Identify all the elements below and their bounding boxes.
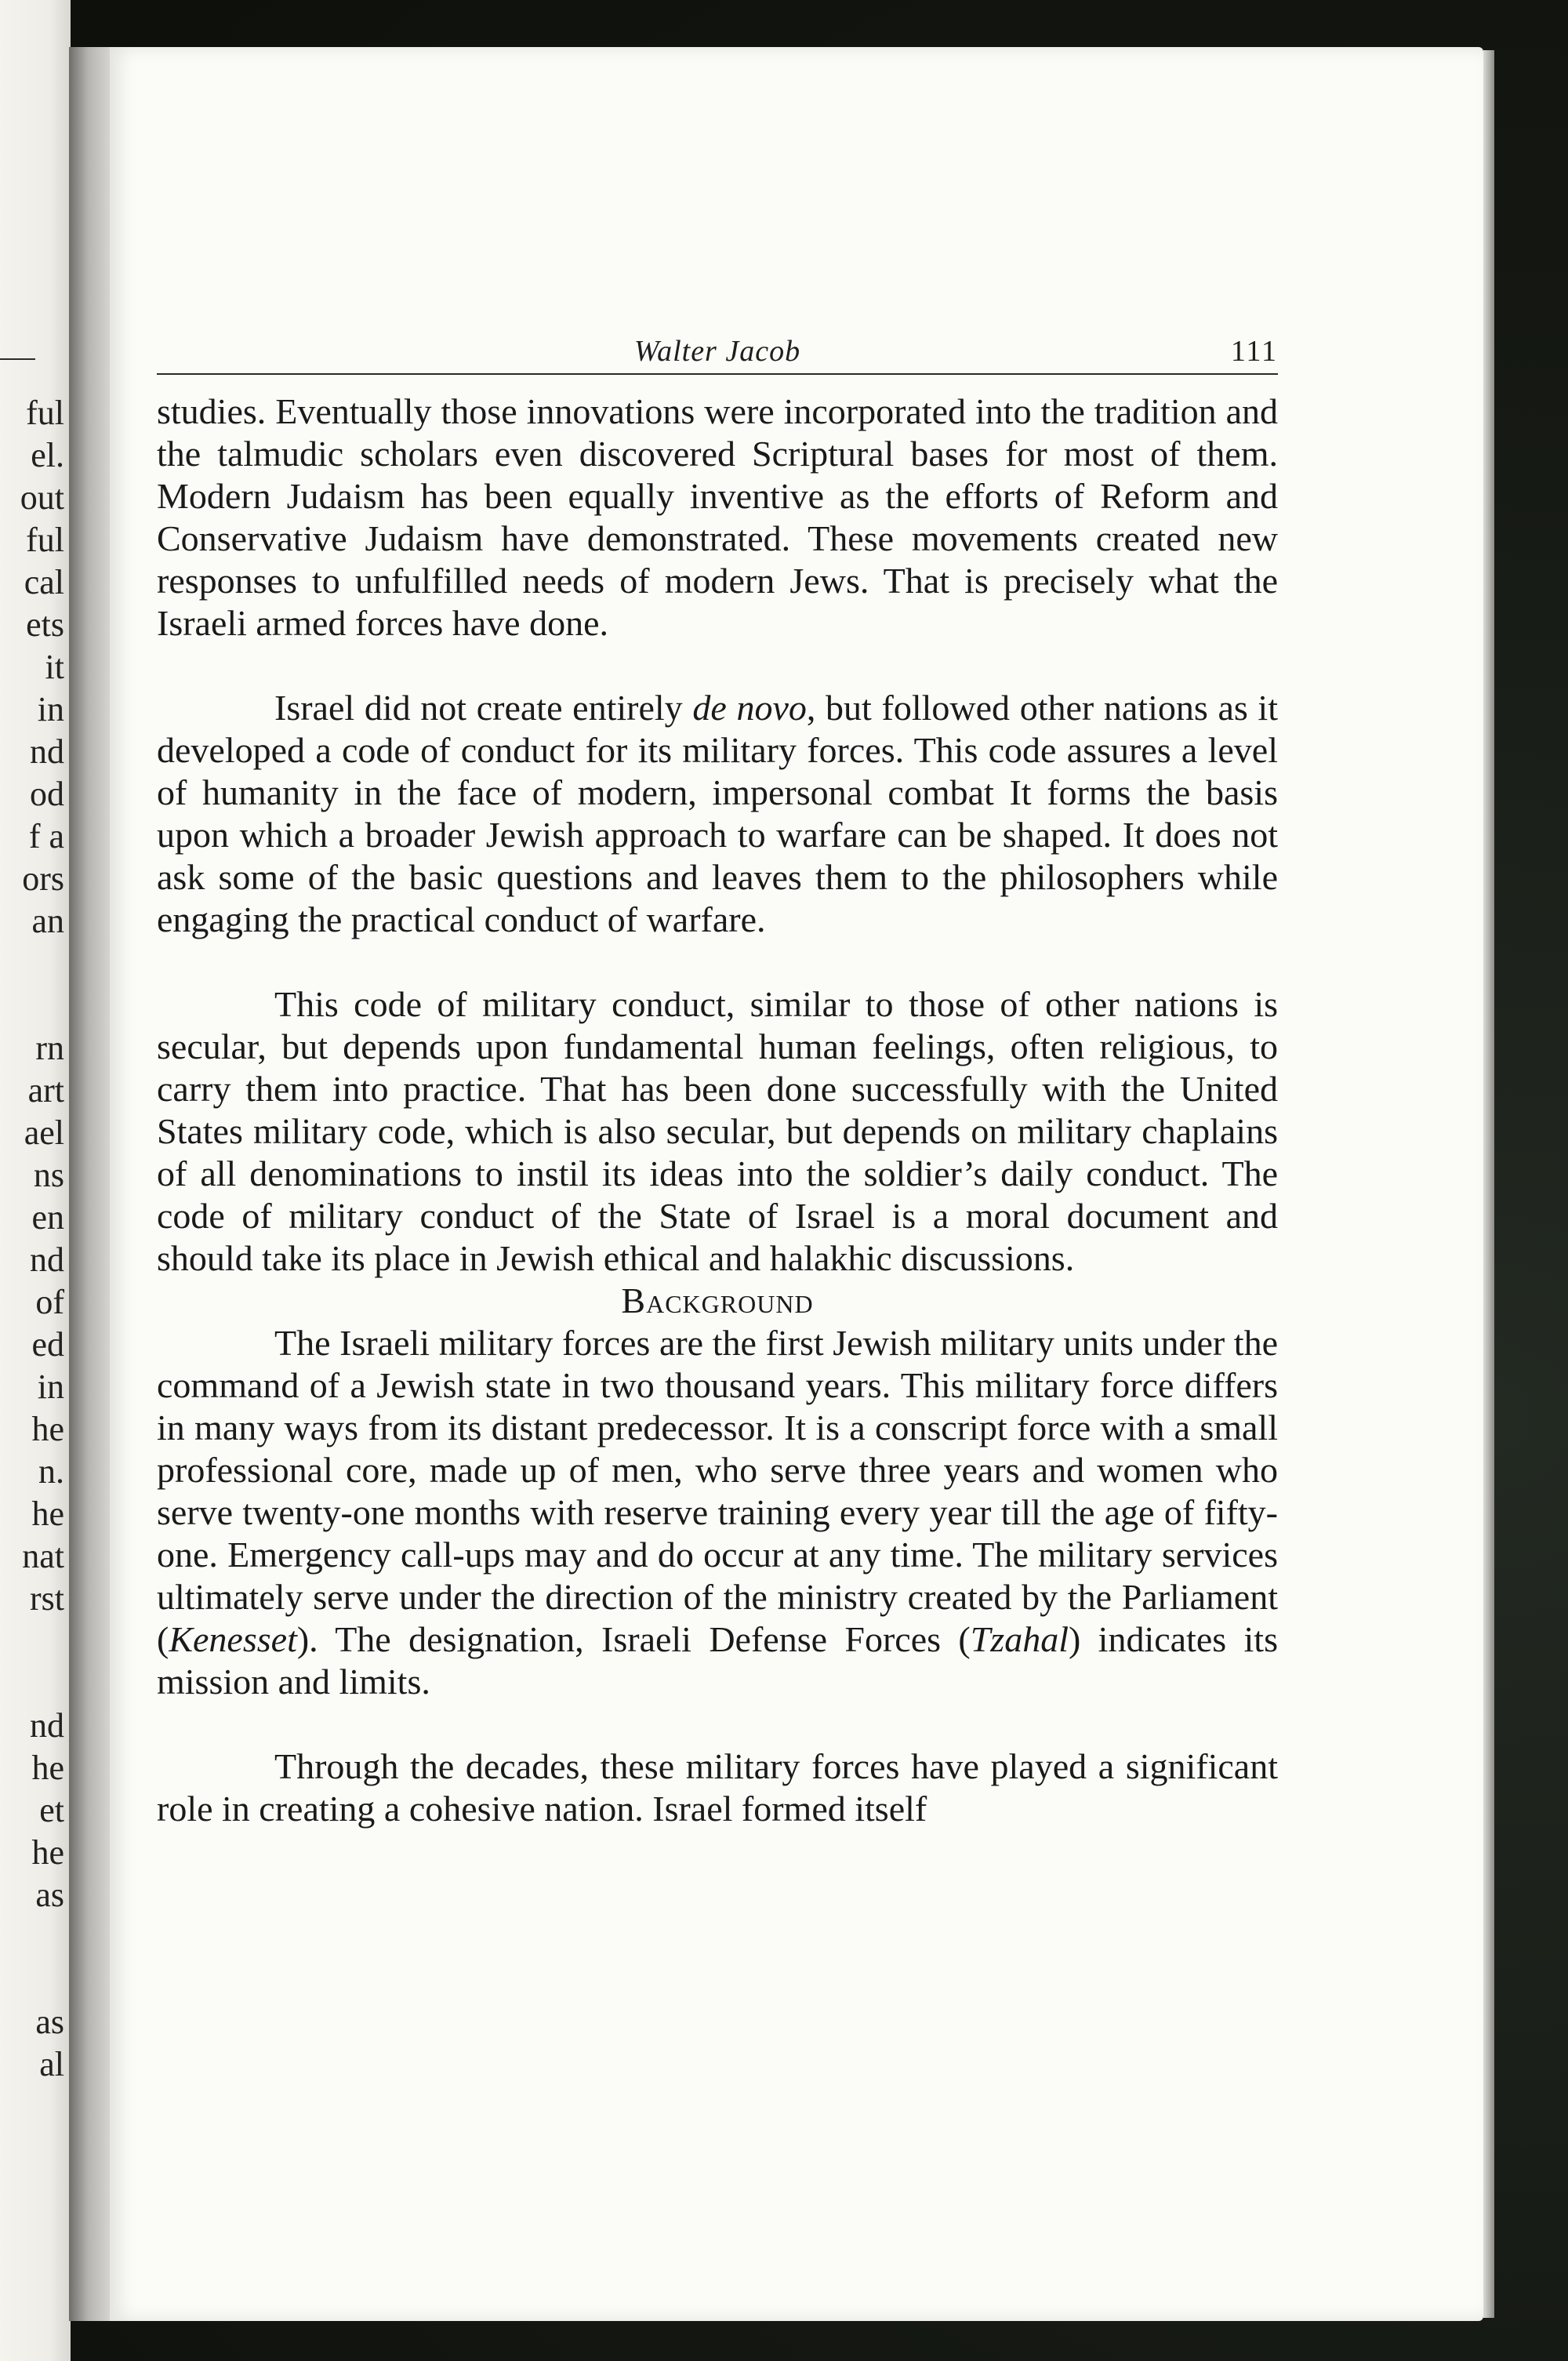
left-page-fragment: art — [27, 1071, 64, 1110]
paragraph-decades: Through the decades, these military forces have played a significant role in creating a cohesive nation. Israel formed itself — [157, 1746, 1278, 1829]
left-page-fragment: ed — [31, 1325, 64, 1364]
left-page-fragment: ets — [26, 605, 64, 644]
left-page-fragment: it — [45, 648, 64, 686]
left-page-fragment: he — [31, 1410, 64, 1448]
left-page-fragment: ael — [24, 1113, 64, 1152]
left-page-edge — [0, 0, 71, 2361]
left-page-fragment: rn — [35, 1029, 64, 1067]
book-page — [110, 47, 1483, 2321]
header-author: Walter Jacob — [633, 335, 801, 368]
left-page-fragment: ful — [26, 394, 64, 432]
left-page-fragment: cal — [24, 563, 64, 601]
left-page-fragment: ors — [22, 859, 64, 898]
left-page-fragment: out — [20, 478, 64, 517]
left-page-fragment: in — [37, 1368, 64, 1406]
paragraph-text: , but followed other nations as it developed a code of conduct for its military forces. This code assures a level of humanity in the face of modern, impersonal combat It forms the basis upon which a broader Jewish approach to warfare can be shaped. It does not ask some of the basic questions and leaves them to the philosophers while engaging the practical conduct of warfare. — [157, 688, 1278, 939]
left-page-fragment: he — [31, 1749, 64, 1787]
paragraph-text: ). The designation, Israeli Defense Forces ( — [296, 1619, 971, 1659]
left-page-fragment: en — [31, 1198, 64, 1237]
paragraph-continued: studies. Eventually those innovations were incorporated into the tradition and the talmudic scholars even discovered Scriptural bases for most of them. Modern Judaism has been equally inventive as the efforts of Reform and Conservative Judaism have demonstrated. These movements created new responses to unfulfilled needs of modern Jews. That is precisely what the Israeli armed forces have done. — [157, 391, 1278, 643]
left-page-fragment: as — [35, 2003, 64, 2041]
running-header — [157, 329, 1278, 375]
left-page-fragment: f a — [28, 817, 64, 855]
left-page-fragment: nd — [30, 732, 64, 771]
left-page-fragment: he — [31, 1833, 64, 1872]
left-page-fragment: he — [31, 1495, 64, 1533]
italic-term: Kenesset — [169, 1619, 297, 1659]
left-page-fragment: ns — [33, 1156, 64, 1194]
left-page-fragment: nd — [30, 1706, 64, 1745]
left-page-header-rule — [0, 358, 35, 360]
left-page-fragment: et — [39, 1791, 64, 1829]
left-page-fragment: nat — [22, 1537, 64, 1575]
page-number: 111 — [1230, 335, 1278, 368]
paragraph-code-conduct: This code of military conduct, similar to those of other nations is secular, but depends upon fundamental human feelings, often religious, to carry them into practice. That has been done successfully with the United States military code, which is also secular, but depends on military chaplains of all denominations to instil its ideas into the soldier’s daily conduct. The code of military conduct of the State of Israel is a moral document and should take its place in Jewish ethical and halakhic discussions. — [157, 984, 1278, 1278]
paragraph-text: ) indicates its mission and limits. — [157, 1619, 1278, 1702]
left-page-fragment: an — [31, 902, 64, 940]
paragraph-text: The Israeli military forces are the first Jewish military units under the command of a Jewish state in two thousand years. This military force differs in many ways from its distant predecessor. It is a conscript force with a small professional core, made up of men, who serve three years and women who serve twenty-one months with reserve training every year till the age of fifty-one. Emergency call-ups may and do occur at any time. The military services ultimately serve under the direction of the ministry created by the Parliament ( — [157, 1323, 1278, 1659]
left-page-fragment: al — [39, 2045, 64, 2083]
left-page-fragment: el. — [31, 436, 64, 474]
body-text — [157, 390, 1278, 1830]
left-page-fragment: ful — [26, 521, 64, 559]
left-page-fragment: as — [35, 1876, 64, 1914]
italic-term: de novo — [692, 688, 807, 728]
left-page-fragment: nd — [30, 1240, 64, 1279]
paragraph-de-novo — [157, 687, 1278, 941]
paragraph-military-forces — [157, 1322, 1278, 1703]
page-edge — [1483, 50, 1494, 2318]
section-heading: Background — [621, 1280, 814, 1320]
left-page-fragment: rst — [30, 1579, 64, 1618]
left-page-fragment: of — [35, 1283, 64, 1321]
italic-term: Tzahal — [970, 1619, 1069, 1659]
left-page-fragment: n. — [38, 1452, 64, 1491]
left-page-fragment: in — [37, 690, 64, 728]
left-page-fragment: od — [30, 775, 64, 813]
paragraph-text: Israel did not create entirely — [274, 688, 693, 728]
